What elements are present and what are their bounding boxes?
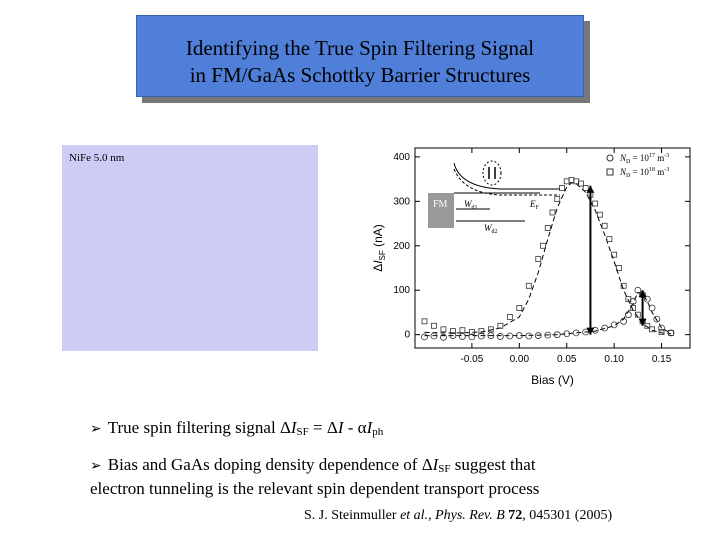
x-tick-label: 0.00 <box>509 354 530 365</box>
y-axis-label: $\Delta I_{SF}$ (nA) <box>371 224 387 272</box>
spin-filter-chart <box>360 143 700 393</box>
panel-label: NiFe 5.0 nm <box>69 152 125 164</box>
y-tick-label: 0 <box>404 329 410 341</box>
slide-title-line1: Identifying the True Spin Filtering Signal <box>185 36 535 60</box>
legend-entry: $N_D = 10^{18}$ $m^{-3}$ <box>620 167 670 179</box>
x-tick-label: 0.15 <box>651 354 672 365</box>
wd2-label: $W_{d2}$ <box>484 223 498 235</box>
bullet-true-spin-filtering: ➢ True spin filtering signal $\Delta I_{SF} = \Delta I - \alpha I_{ph}$ <box>90 418 384 438</box>
image-placeholder-panel <box>62 145 318 351</box>
ef-label: $E_F$ <box>530 199 539 211</box>
y-tick-label: 100 <box>393 285 410 297</box>
wd1-label: $W_{d1}$ <box>464 199 478 211</box>
y-tick-label: 200 <box>393 240 410 252</box>
x-tick-label: 0.10 <box>604 354 624 365</box>
x-tick-label: -0.05 <box>460 354 484 365</box>
arrow-bullet-icon: ➢ <box>90 458 102 474</box>
bullet-bias-doping-line2: electron tunneling is the relevant spin dependent transport process <box>90 479 540 498</box>
arrow-bullet-icon: ➢ <box>90 421 102 437</box>
slide-title-line2: in FM/GaAs Schottky Barrier Structures <box>189 63 531 87</box>
bullet-bias-doping: ➢ Bias and GaAs doping density dependence of $\Delta I_{SF}$ suggest that <box>90 455 536 475</box>
y-tick-label: 400 <box>393 151 410 163</box>
slide-title-box <box>136 15 584 97</box>
legend-entry: $N_D = 10^{17}$ $m^{-3}$ <box>620 153 670 165</box>
x-tick-label: 0.05 <box>556 354 577 365</box>
plot-frame <box>415 148 690 348</box>
y-tick-label: 300 <box>393 196 410 208</box>
x-axis-label: Bias (V) <box>531 373 574 387</box>
citation: S. J. Steinmuller et al., Phys. Rev. B 72, 045301 (2005) <box>304 508 613 523</box>
fm-label: FM <box>433 199 448 210</box>
